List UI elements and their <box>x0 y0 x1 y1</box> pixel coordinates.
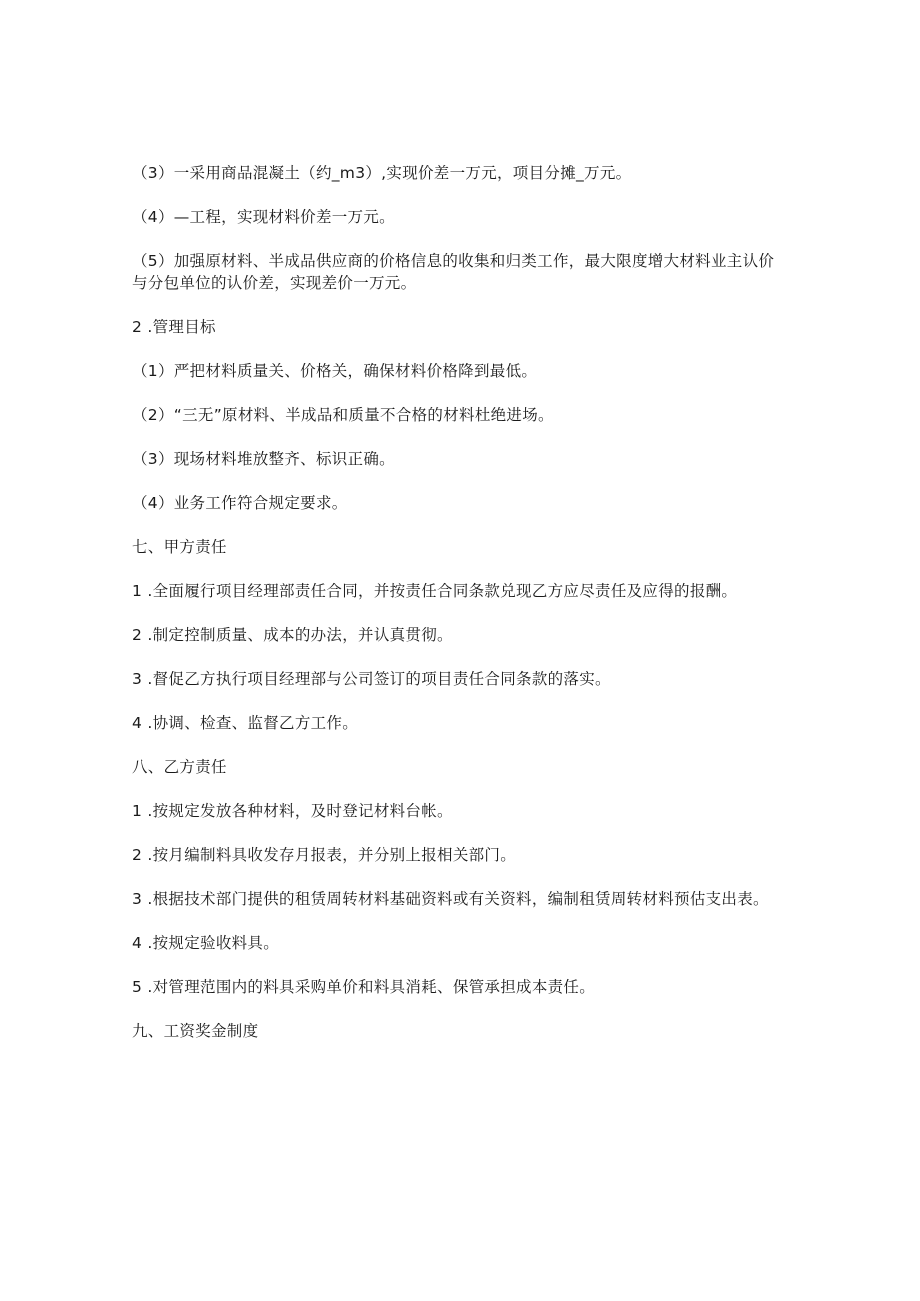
paragraph-party-b-item-2: 2 .按月编制料具收发存月报表，并分别上报相关部门。 <box>132 846 517 864</box>
paragraph-party-a-item-4: 4 .协调、检查、监督乙方工作。 <box>132 714 359 732</box>
paragraph-business-compliance: （4）业务工作符合规定要求。 <box>132 494 348 512</box>
paragraph-party-a-item-2: 2 .制定控制质量、成本的办法，并认真贯彻。 <box>132 626 453 644</box>
paragraph-party-a-item-1: 1 .全面履行项目经理部责任合同，并按责任合同条款兑现乙方应尽责任及应得的报酬。 <box>132 582 738 600</box>
paragraph-party-b-item-3: 3 .根据技术部门提供的租赁周转材料基础资料或有关资料，编制租赁周转材料预估支出表。 <box>132 890 769 908</box>
paragraph-engineering-price: （4）—工程，实现材料价差一万元。 <box>132 208 395 226</box>
paragraph-party-b-item-1: 1 .按规定发放各种材料，及时登记材料台帐。 <box>132 802 453 820</box>
paragraph-site-storage: （3）现场材料堆放整齐、标识正确。 <box>132 450 395 468</box>
heading-management-goals: 2 .管理目标 <box>132 318 216 336</box>
paragraph-supplier-info: （5）加强原材料、半成品供应商的价格信息的收集和归类工作，最大限度增大材料业主认价与分包单位的认价差，实现差价一万元。 <box>132 252 775 292</box>
heading-party-b-duties: 八、乙方责任 <box>132 758 227 776</box>
paragraph-party-a-item-3: 3 .督促乙方执行项目经理部与公司签订的项目责任合同条款的落实。 <box>132 670 611 688</box>
paragraph-quality-control: （1）严把材料质量关、价格关，确保材料价格降到最低。 <box>132 362 538 380</box>
paragraph-no-substandard: （2）“三无”原材料、半成品和质量不合格的材料杜绝进场。 <box>132 406 554 424</box>
document-body <box>132 162 784 1064</box>
paragraph-concrete-price: （3）一采用商品混凝土（约_m3）,实现价差一万元，项目分摊_万元。 <box>132 164 632 182</box>
heading-party-a-duties: 七、甲方责任 <box>132 538 227 556</box>
heading-wage-bonus-system: 九、工资奖金制度 <box>132 1022 259 1040</box>
paragraph-party-b-item-4: 4 .按规定验收料具。 <box>132 934 280 952</box>
paragraph-party-b-item-5: 5 .对管理范围内的料具采购单价和料具消耗、保管承担成本责任。 <box>132 978 596 996</box>
